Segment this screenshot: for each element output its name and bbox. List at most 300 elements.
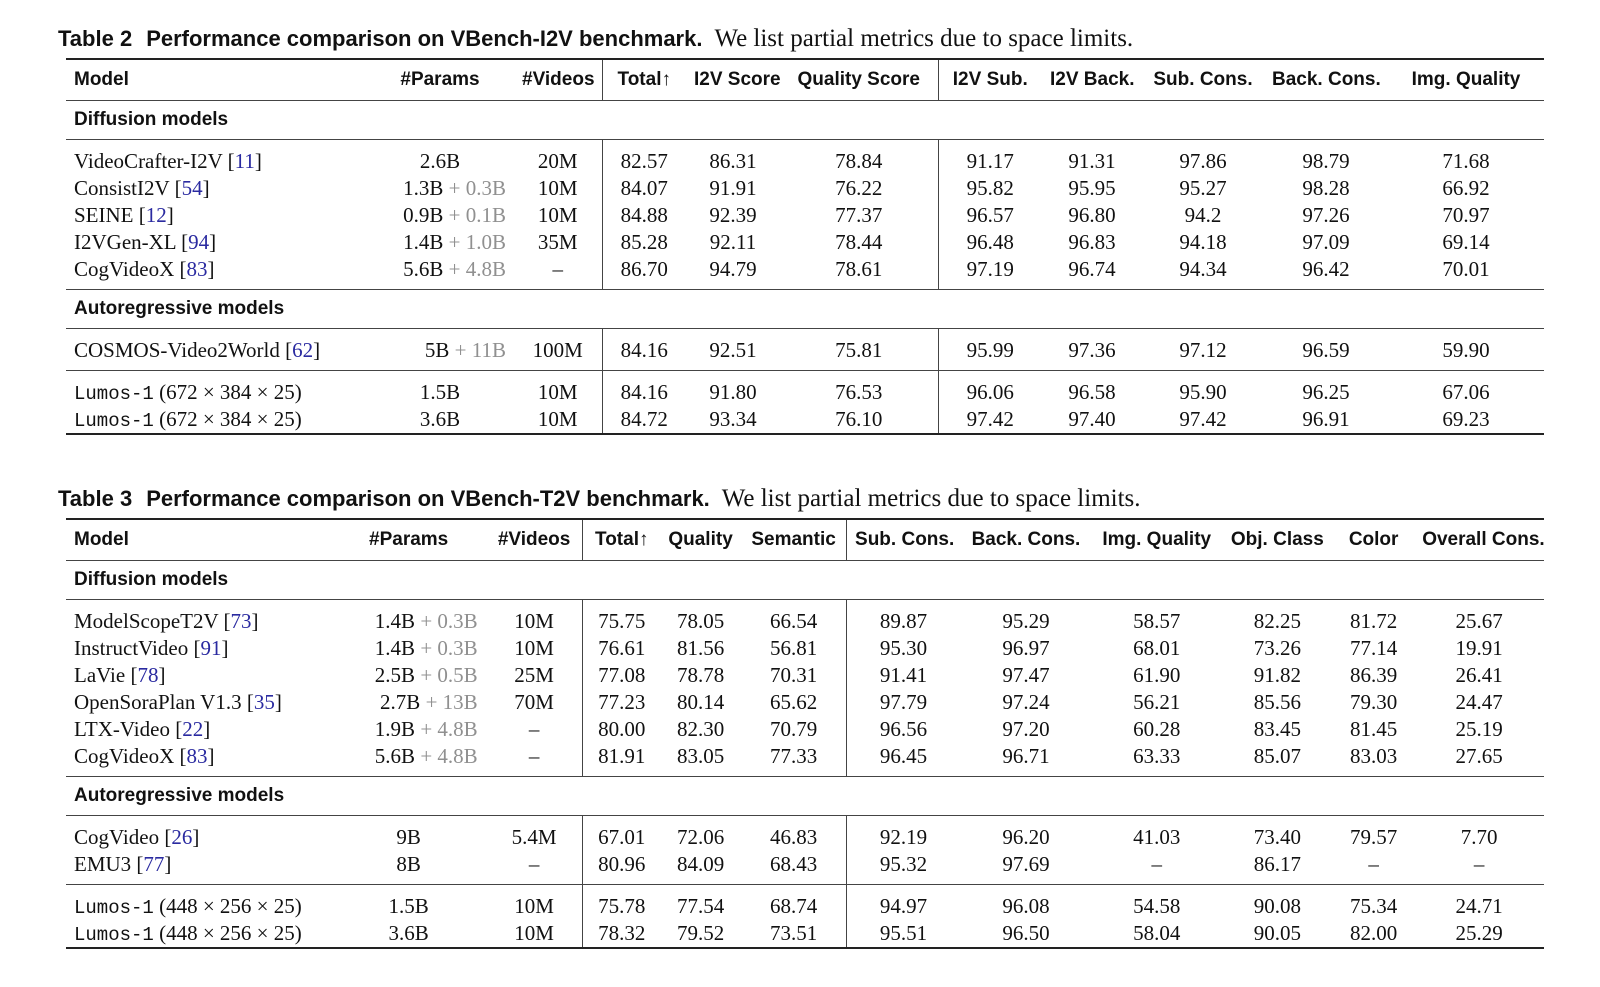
metric-cell: 78.61 [835,257,883,281]
metric-cell: 85.28 [602,229,686,256]
metric-cell: 86.70 [602,256,686,290]
metric-cell: 77.08 [583,662,660,689]
metric-cell: 79.52 [676,921,725,945]
table-row [66,716,1544,743]
metric-cell: 77.54 [676,894,725,918]
metric-cell: 24.47 [1455,690,1503,714]
column-header: #Videos [522,69,595,90]
metric-cell: 75.34 [1350,894,1398,918]
videos-cell: 20M [537,149,578,173]
model-name: CogVideoX [74,744,175,768]
metric-cell: 70.97 [1442,203,1490,227]
table-row [66,851,1544,885]
params-value: 1.3B [403,176,444,200]
citation-link[interactable]: 62 [292,338,314,362]
table-row [66,885,1544,921]
metric-cell: 69.23 [1442,407,1490,431]
params-extra: + 1.0B [448,230,506,254]
metric-cell: 97.24 [1002,690,1050,714]
column-header: Back. Cons. [971,529,1081,550]
metric-cell: 73.51 [769,921,818,945]
metric-cell: 89.87 [847,600,961,636]
model-name-cell [66,371,366,407]
table-2-caption [58,20,1550,58]
citation-link[interactable]: 12 [145,203,167,227]
model-name-cell: OpenSoraPlan V1.3 [35] [74,690,282,714]
model-name: ConsistI2V [74,176,170,200]
params-value: 1.4B [374,636,416,660]
metric-cell: 70.79 [769,717,818,741]
metric-cell: 69.14 [1442,230,1490,254]
metric-cell: 82.25 [1253,609,1301,633]
params-value: 1.4B [374,609,416,633]
column-header: #Params [400,69,480,90]
metric-cell: 97.19 [938,256,1042,290]
params-value: 0.9B [403,203,444,227]
metric-cell: 84.07 [602,175,686,202]
metric-cell: 91.31 [1068,149,1116,173]
section-header: Autoregressive models [74,785,285,806]
citation-link[interactable]: 83 [186,257,208,281]
params-extra: + 0.1B [448,203,506,227]
model-name: InstructVideo [74,636,189,660]
table-row [66,329,1544,371]
metric-cell: 70.31 [769,663,818,687]
metric-cell: 77.33 [769,744,818,768]
metric-cell: 96.71 [1002,744,1050,768]
column-header: I2V Sub. [938,59,1042,101]
column-header: Model [74,529,129,550]
metric-cell: 76.22 [835,176,883,200]
metric-cell: 58.04 [1133,921,1181,945]
metric-cell: 59.90 [1442,338,1490,362]
column-header: Total↑ [583,519,660,561]
params-cell [366,371,514,407]
videos-cell: 10M [514,894,554,918]
metric-cell: 94.79 [709,257,757,281]
metric-cell: 65.62 [769,690,818,714]
section-row [66,561,1544,600]
model-name: Lumos-1 [74,383,154,405]
citation-link[interactable]: 78 [137,663,159,687]
table-row [66,256,1544,290]
metric-cell: 83.05 [676,744,725,768]
model-name: LTX-Video [74,717,170,741]
model-name-cell: VideoCrafter-I2V [11] [74,149,262,173]
metric-cell: 77.14 [1350,636,1398,660]
params-cell [366,256,514,290]
params-cell [332,920,486,948]
table-row [66,743,1544,777]
videos-cell: – [528,744,540,768]
videos-cell: 10M [537,380,578,404]
videos-cell: – [528,717,540,741]
column-header: Back. Cons. [1272,69,1381,90]
metric-cell: 95.82 [938,175,1042,202]
params-cell [332,743,486,777]
metric-cell: 80.14 [676,690,725,714]
metric-cell: – [1368,852,1379,876]
metric-cell: 95.95 [1068,176,1116,200]
section-row [66,101,1544,140]
metric-cell: 98.79 [1302,149,1350,173]
metric-cell: 82.30 [676,717,725,741]
column-header: Sub. Cons. [847,519,961,561]
metric-cell: 24.71 [1455,894,1503,918]
column-header: Sub. Cons. [1153,69,1253,90]
metric-cell: 77.37 [835,203,883,227]
model-name: SEINE [74,203,134,227]
params-cell [332,851,486,885]
params-value: 1.9B [374,717,416,741]
metric-cell: 96.06 [938,371,1042,407]
metric-cell: 84.72 [602,406,686,434]
metric-cell: 94.2 [1184,203,1222,227]
model-name-cell [66,920,332,948]
params-extra: + 4.8B [420,744,478,768]
params-extra: + 13B [425,690,478,714]
params-cell [332,600,486,636]
table-row [66,229,1544,256]
header-row [66,519,1544,561]
params-value: 2.5B [374,663,416,687]
table-row [66,600,1544,636]
metric-cell: 78.05 [676,609,725,633]
table-label: Table 3 [58,486,133,511]
params-cell [366,329,514,371]
section-header: Diffusion models [74,109,229,130]
column-header: Model [74,69,129,90]
metric-cell: 96.57 [938,202,1042,229]
videos-cell: 35M [537,230,578,254]
metric-cell: 97.36 [1068,338,1116,362]
model-config: (448 × 256 × 25) [159,894,302,918]
params-value: 5.6B [374,744,416,768]
metric-cell: 81.56 [676,636,725,660]
metric-cell: 73.40 [1253,825,1301,849]
metric-cell: 81.91 [583,743,660,777]
model-name: LaVie [74,663,126,687]
metric-cell: 84.88 [602,202,686,229]
citation-link[interactable]: 54 [181,176,203,200]
metric-cell: 80.00 [583,716,660,743]
model-name: Lumos-1 [74,410,154,432]
params-value: 2.7B [380,690,421,714]
model-config: (672 × 384 × 25) [159,407,302,431]
model-name: ModelScopeT2V [74,609,219,633]
metric-cell: 96.25 [1302,380,1350,404]
table-row [66,662,1544,689]
table-2-grid [66,58,1544,435]
metric-cell: 92.19 [847,816,961,852]
videos-cell: 5.4M [511,825,557,849]
column-header: Quality [668,529,733,550]
model-name: EMU3 [74,852,132,876]
metric-cell: 86.31 [709,149,757,173]
metric-cell: 95.90 [1179,380,1227,404]
params-extra: + 11B [454,338,506,362]
column-header: Img. Quality [1411,69,1521,90]
table-3-grid [66,518,1544,949]
section-header: Autoregressive models [74,298,285,319]
metric-cell: 94.97 [847,885,961,921]
metric-cell: 66.92 [1442,176,1490,200]
metric-cell: 95.27 [1179,176,1227,200]
metric-cell: 96.91 [1302,407,1350,431]
videos-cell: 10M [514,609,554,633]
params-value: 2.6B [419,149,461,173]
metric-cell: 19.91 [1455,636,1503,660]
videos-cell: 25M [514,663,554,687]
model-name: OpenSoraPlan V1.3 [74,690,242,714]
table-row [66,140,1544,176]
model-name: Lumos-1 [74,897,154,919]
metric-cell: 70.01 [1442,257,1490,281]
citation-link[interactable]: 77 [143,852,165,876]
table-row [66,635,1544,662]
metric-cell: 66.54 [769,609,818,633]
params-cell [332,816,486,852]
section-row [66,777,1544,816]
metric-cell: 92.39 [709,203,757,227]
metric-cell: 91.41 [847,662,961,689]
metric-cell: 56.21 [1133,690,1181,714]
metric-cell: 60.28 [1133,717,1181,741]
metric-cell: 81.72 [1350,609,1398,633]
params-value: 9B [396,825,421,849]
metric-cell: 91.17 [938,140,1042,176]
metric-cell: 91.82 [1253,663,1301,687]
params-value: 3.6B [388,921,429,945]
model-name-cell: ModelScopeT2V [73] [74,609,259,633]
metric-cell: 86.17 [1253,852,1301,876]
metric-cell: 82.00 [1350,921,1398,945]
column-header: Total↑ [602,59,686,101]
column-header: #Params [369,529,449,550]
citation-link[interactable]: 83 [186,744,208,768]
metric-cell: 91.91 [709,176,757,200]
model-name: VideoCrafter-I2V [74,149,223,173]
metric-cell: 27.65 [1455,744,1503,768]
metric-cell: 97.86 [1179,149,1227,173]
metric-cell: 80.96 [583,851,660,885]
params-value: 1.5B [388,894,429,918]
metric-cell: 94.18 [1179,230,1227,254]
metric-cell: 67.06 [1442,380,1490,404]
table-3 [58,480,1550,949]
metric-cell: 95.29 [1002,609,1050,633]
table-row [66,406,1544,434]
model-name-cell: LTX-Video [22] [74,717,211,741]
metric-cell: 73.26 [1253,636,1301,660]
params-value: 1.5B [419,380,461,404]
metric-cell: 78.32 [583,920,660,948]
metric-cell: 96.74 [1068,257,1116,281]
params-value: 5B [424,338,450,362]
metric-cell: 97.79 [847,689,961,716]
citation-link[interactable]: 22 [182,717,204,741]
table-caption-text: We list partial metrics due to space limits. [721,485,1141,512]
metric-cell: 96.42 [1302,257,1350,281]
metric-cell: 84.16 [602,371,686,407]
metric-cell: 26.41 [1455,663,1503,687]
metric-cell: 97.47 [1002,663,1050,687]
model-name-cell: InstructVideo [91] [74,636,229,660]
model-name: Lumos-1 [74,924,154,946]
citation-link[interactable]: 91 [200,636,222,660]
metric-cell: 97.40 [1068,407,1116,431]
params-extra: + 0.3B [420,636,478,660]
metric-cell: 7.70 [1460,825,1498,849]
videos-cell: 10M [514,636,554,660]
model-name-cell [66,885,332,921]
metric-cell: – [1151,852,1162,876]
citation-link[interactable]: 73 [230,609,252,633]
table-title: Performance comparison on VBench-I2V benchmark. [146,26,703,51]
params-value: 3.6B [419,407,461,431]
metric-cell: 83.03 [1350,744,1398,768]
column-header: Color [1348,529,1399,550]
metric-cell: 68.01 [1133,636,1181,660]
metric-cell: 68.74 [769,894,818,918]
metric-cell: 96.59 [1302,338,1350,362]
metric-cell: 93.34 [709,407,757,431]
table-row [66,175,1544,202]
metric-cell: 97.26 [1302,203,1350,227]
model-name-cell: COSMOS-Video2World [62] [74,338,321,362]
params-value: 1.4B [403,230,444,254]
table-row [66,689,1544,716]
metric-cell: 96.56 [847,716,961,743]
metric-cell: 86.39 [1350,663,1398,687]
params-cell [332,885,486,921]
params-cell [366,406,514,434]
column-header: Quality Score [797,69,920,90]
table-3-caption [58,480,1550,518]
metric-cell: 72.06 [676,825,725,849]
params-extra: + 4.8B [420,717,478,741]
metric-cell: 96.08 [1002,894,1050,918]
videos-cell: 100M [532,338,583,362]
model-name-cell: I2VGen-XL [94] [74,230,217,254]
metric-cell: 90.08 [1253,894,1301,918]
metric-cell: 71.68 [1442,149,1490,173]
metric-cell: 63.33 [1133,744,1181,768]
metric-cell: 78.84 [835,149,883,173]
metric-cell: 46.83 [769,825,818,849]
metric-cell: 96.58 [1068,380,1116,404]
model-name-cell: EMU3 [77] [74,852,172,876]
videos-cell: 70M [514,690,554,714]
metric-cell: 25.19 [1455,717,1503,741]
metric-cell: 98.28 [1302,176,1350,200]
metric-cell: 58.57 [1133,609,1181,633]
model-config: (448 × 256 × 25) [159,921,302,945]
table-title: Performance comparison on VBench-T2V benchmark. [146,486,710,511]
citation-link[interactable]: 94 [188,230,210,254]
metric-cell: 94.34 [1179,257,1227,281]
model-config: (672 × 384 × 25) [159,380,302,404]
model-name-cell: SEINE [12] [74,203,174,227]
videos-cell: – [528,852,540,876]
citation-link[interactable]: 35 [253,690,275,714]
params-cell [366,175,514,202]
column-header: I2V Back. [1050,69,1135,90]
metric-cell: 96.45 [847,743,961,777]
metric-cell: 96.20 [1002,825,1050,849]
section-row [66,290,1544,329]
table-row [66,816,1544,852]
model-name-cell: CogVideo [26] [74,825,200,849]
metric-cell: 96.83 [1068,230,1116,254]
citation-link[interactable]: 26 [171,825,193,849]
metric-cell: 97.12 [1179,338,1227,362]
metric-cell: 96.50 [1002,921,1050,945]
column-header: Semantic [751,529,836,550]
metric-cell: 75.81 [835,338,883,362]
column-header: #Videos [497,529,571,550]
metric-cell: 97.42 [938,406,1042,434]
metric-cell: 61.90 [1133,663,1181,687]
metric-cell: 97.20 [1002,717,1050,741]
params-cell [332,635,486,662]
model-name: COSMOS-Video2World [74,338,280,362]
metric-cell: 96.48 [938,229,1042,256]
model-name: I2VGen-XL [74,230,176,254]
metric-cell: 56.81 [769,636,818,660]
metric-cell: 79.30 [1350,690,1398,714]
params-extra: + 0.5B [420,663,478,687]
params-value: 8B [396,852,421,876]
metric-cell: 92.11 [709,230,757,254]
table-row [66,202,1544,229]
column-header: I2V Score [694,69,781,90]
metric-cell: 95.99 [938,329,1042,371]
params-extra: + 0.3B [448,176,506,200]
metric-cell: 77.23 [583,689,660,716]
metric-cell: 90.05 [1253,921,1301,945]
metric-cell: 75.75 [583,600,660,636]
metric-cell: 75.78 [583,885,660,921]
params-extra: + 4.8B [448,257,506,281]
table-row [66,920,1544,948]
table-2 [58,20,1550,435]
metric-cell: 92.51 [709,338,757,362]
videos-cell: 10M [514,921,554,945]
metric-cell: 67.01 [583,816,660,852]
metric-cell: 76.10 [835,407,883,431]
metric-cell: 84.09 [676,852,725,876]
table-label: Table 2 [58,26,133,51]
videos-cell: 10M [537,176,578,200]
model-name-cell: ConsistI2V [54] [74,176,210,200]
params-extra: + 0.3B [420,609,478,633]
metric-cell: 41.03 [1133,825,1181,849]
metric-cell: 97.09 [1302,230,1350,254]
model-name-cell [66,406,366,434]
metric-cell: 97.42 [1179,407,1227,431]
metric-cell: 82.57 [602,140,686,176]
model-name-cell: LaVie [78] [74,663,166,687]
params-cell [332,662,486,689]
table-row [66,371,1544,407]
header-row [66,59,1544,101]
column-header: Img. Quality [1102,529,1212,550]
metric-cell: 91.80 [709,380,757,404]
videos-cell: – [552,257,563,281]
citation-link[interactable]: 11 [234,149,255,173]
videos-cell: 10M [537,203,578,227]
